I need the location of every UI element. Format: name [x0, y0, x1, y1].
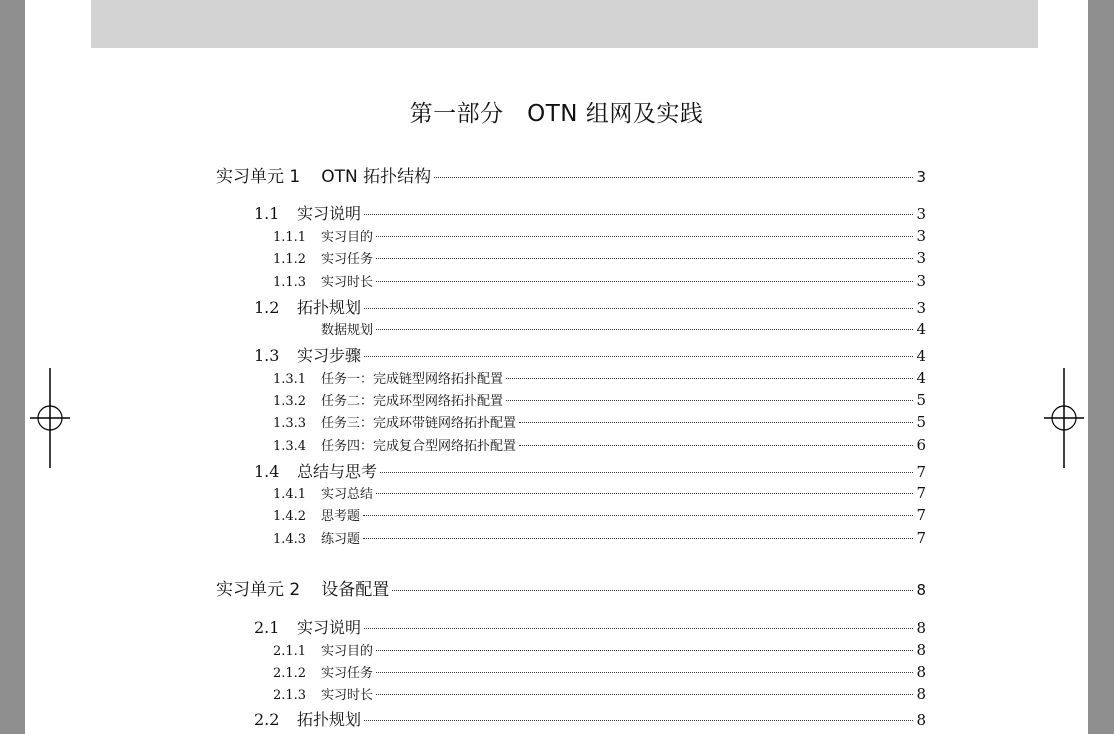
table-of-contents	[25, 0, 1088, 734]
toc-entry-label	[273, 412, 516, 431]
toc-entry-label	[254, 615, 361, 638]
toc-entry-label	[273, 528, 360, 547]
dot-leader	[376, 650, 913, 651]
toc-entry-number: 2.2	[254, 710, 280, 729]
toc-entry-number: 1.1.3	[273, 275, 307, 290]
toc-entry-number: 1.4.1	[273, 487, 307, 502]
dot-leader	[376, 493, 913, 494]
toc-entry-title: OTN 拓扑结构	[321, 167, 432, 187]
dot-leader	[380, 472, 913, 473]
toc-entry-label	[216, 575, 389, 600]
toc-entry-title: 实习任务	[321, 666, 374, 681]
toc-entry-title: 拓扑规划	[297, 710, 362, 729]
toc-entry-title: 实习目的	[321, 644, 374, 659]
toc-entry-number: 1.3.1	[273, 372, 307, 387]
toc-entry	[273, 226, 926, 248]
toc-entry	[254, 459, 926, 481]
dot-leader	[376, 281, 913, 282]
toc-entry-page-number: 7	[916, 484, 926, 502]
toc-entry-number: 1.3.2	[273, 394, 307, 409]
toc-entry-title: 数据规划	[321, 323, 374, 338]
toc-entry-page-number: 8	[916, 619, 926, 637]
toc-entry-page-number: 3	[916, 299, 926, 317]
toc-entry-label	[273, 248, 373, 267]
toc-entry	[254, 343, 926, 365]
toc-entry-page-number: 4	[916, 320, 926, 338]
toc-entry	[254, 615, 926, 637]
toc-entry	[273, 483, 926, 505]
dot-leader	[376, 672, 913, 673]
toc-entry-label	[216, 162, 431, 187]
toc-entry-page-number: 3	[916, 205, 926, 223]
toc-entry-label	[273, 368, 503, 387]
dot-leader	[364, 308, 913, 309]
dot-leader	[506, 378, 913, 379]
dot-leader	[434, 177, 913, 178]
toc-entry-title: 实习说明	[297, 204, 362, 223]
toc-entry-label	[273, 271, 373, 290]
toc-entry-label	[254, 459, 377, 482]
toc-entry-page-number: 8	[916, 685, 926, 703]
toc-entry-number: 实习单元 2	[216, 580, 301, 600]
document-page	[25, 0, 1088, 734]
toc-entry	[254, 707, 926, 729]
toc-entry-page-number: 7	[916, 529, 926, 547]
toc-entry-number: 1.4.3	[273, 532, 307, 547]
toc-entry-page-number: 8	[916, 641, 926, 659]
toc-entry-title: 任务四：完成复合型网络拓扑配置	[321, 439, 517, 454]
dot-leader	[363, 538, 913, 539]
dot-leader	[363, 515, 913, 516]
toc-entry-number: 2.1	[254, 618, 280, 637]
toc-entry-number: 2.1.1	[273, 644, 307, 659]
dot-leader	[364, 214, 913, 215]
toc-entry	[273, 640, 926, 662]
dot-leader	[519, 422, 913, 423]
toc-entry-title: 拓扑规划	[297, 298, 362, 317]
dot-leader	[392, 590, 913, 591]
toc-entry-title: 任务三：完成环带链网络拓扑配置	[321, 416, 517, 431]
toc-entry	[273, 390, 926, 412]
toc-entry	[273, 662, 926, 684]
toc-entry-page-number: 6	[916, 436, 926, 454]
toc-entry-title: 思考题	[321, 509, 361, 524]
toc-entry-label	[254, 295, 361, 318]
toc-entry-page-number: 4	[916, 347, 926, 365]
toc-entry-title: 任务一：完成链型网络拓扑配置	[321, 372, 504, 387]
toc-entry-label	[321, 319, 373, 338]
dot-leader	[364, 720, 913, 721]
toc-entry-page-number: 3	[916, 272, 926, 290]
toc-entry-label	[254, 201, 361, 224]
toc-entry-label	[273, 390, 503, 409]
toc-entry	[273, 684, 926, 706]
toc-entry-number: 1.1	[254, 204, 280, 223]
toc-entry-label	[273, 640, 373, 659]
toc-entry-page-number: 7	[916, 506, 926, 524]
toc-entry-page-number: 8	[916, 663, 926, 681]
dot-leader	[376, 329, 913, 330]
toc-entry	[254, 295, 926, 317]
toc-entry-label	[273, 505, 360, 524]
toc-entry-label	[273, 662, 373, 681]
toc-entry-page-number: 7	[916, 463, 926, 481]
toc-entry-title: 任务二：完成环型网络拓扑配置	[321, 394, 504, 409]
toc-entry-number: 1.3.3	[273, 416, 307, 431]
toc-entry-number: 1.4.2	[273, 509, 307, 524]
toc-entry-title: 总结与思考	[297, 462, 378, 481]
toc-entry	[216, 575, 926, 600]
toc-entry-number: 1.4	[254, 462, 280, 481]
toc-entry	[273, 435, 926, 457]
toc-entry	[254, 201, 926, 223]
registration-mark-icon	[1044, 368, 1084, 468]
toc-entry	[273, 412, 926, 434]
toc-entry	[273, 368, 926, 390]
toc-entry-label	[273, 226, 373, 245]
toc-entry-label	[273, 684, 373, 703]
registration-mark-icon	[30, 368, 70, 468]
dot-leader	[506, 400, 913, 401]
toc-entry-label	[254, 707, 361, 730]
toc-entry-page-number: 8	[916, 581, 926, 599]
toc-entry-page-number: 4	[916, 369, 926, 387]
toc-entry-title: 实习说明	[297, 618, 362, 637]
toc-entry-title: 实习步骤	[297, 346, 362, 365]
toc-entry	[273, 248, 926, 270]
toc-entry-title: 实习任务	[321, 252, 374, 267]
toc-entry-page-number: 3	[916, 249, 926, 267]
dot-leader	[376, 258, 913, 259]
toc-entry-title: 练习题	[321, 532, 361, 547]
toc-entry-number: 2.1.2	[273, 666, 307, 681]
toc-entry	[273, 528, 926, 550]
toc-entry-page-number: 3	[916, 168, 926, 186]
toc-entry-title: 实习总结	[321, 487, 374, 502]
dot-leader	[364, 356, 913, 357]
dot-leader	[376, 694, 913, 695]
toc-entry-title: 实习时长	[321, 275, 374, 290]
toc-entry-title: 实习目的	[321, 230, 374, 245]
toc-entry-number: 1.3.4	[273, 439, 307, 454]
toc-entry-label	[273, 435, 516, 454]
toc-entry-number: 2.1.3	[273, 688, 307, 703]
part-title: 第一部分 OTN 组网及实践	[409, 101, 704, 127]
dot-leader	[376, 236, 913, 237]
toc-entry-page-number: 5	[916, 413, 926, 431]
dot-leader	[364, 628, 913, 629]
toc-entry	[273, 271, 926, 293]
toc-entry-title: 实习时长	[321, 688, 374, 703]
toc-entry	[273, 505, 926, 527]
toc-entry-page-number: 8	[916, 711, 926, 729]
toc-entry-number: 1.2	[254, 298, 280, 317]
toc-entry	[216, 162, 926, 187]
toc-entry-number: 1.3	[254, 346, 280, 365]
toc-entry-title: 设备配置	[321, 580, 390, 600]
toc-entry-number: 1.1.2	[273, 252, 307, 267]
toc-entry-number: 1.1.1	[273, 230, 307, 245]
dot-leader	[519, 445, 913, 446]
toc-entry-page-number: 5	[916, 391, 926, 409]
toc-entry	[321, 319, 926, 341]
toc-entry-label	[273, 483, 373, 502]
toc-entry-page-number: 3	[916, 227, 926, 245]
toc-entry-label	[254, 343, 361, 366]
toc-entry-number: 实习单元 1	[216, 167, 301, 187]
